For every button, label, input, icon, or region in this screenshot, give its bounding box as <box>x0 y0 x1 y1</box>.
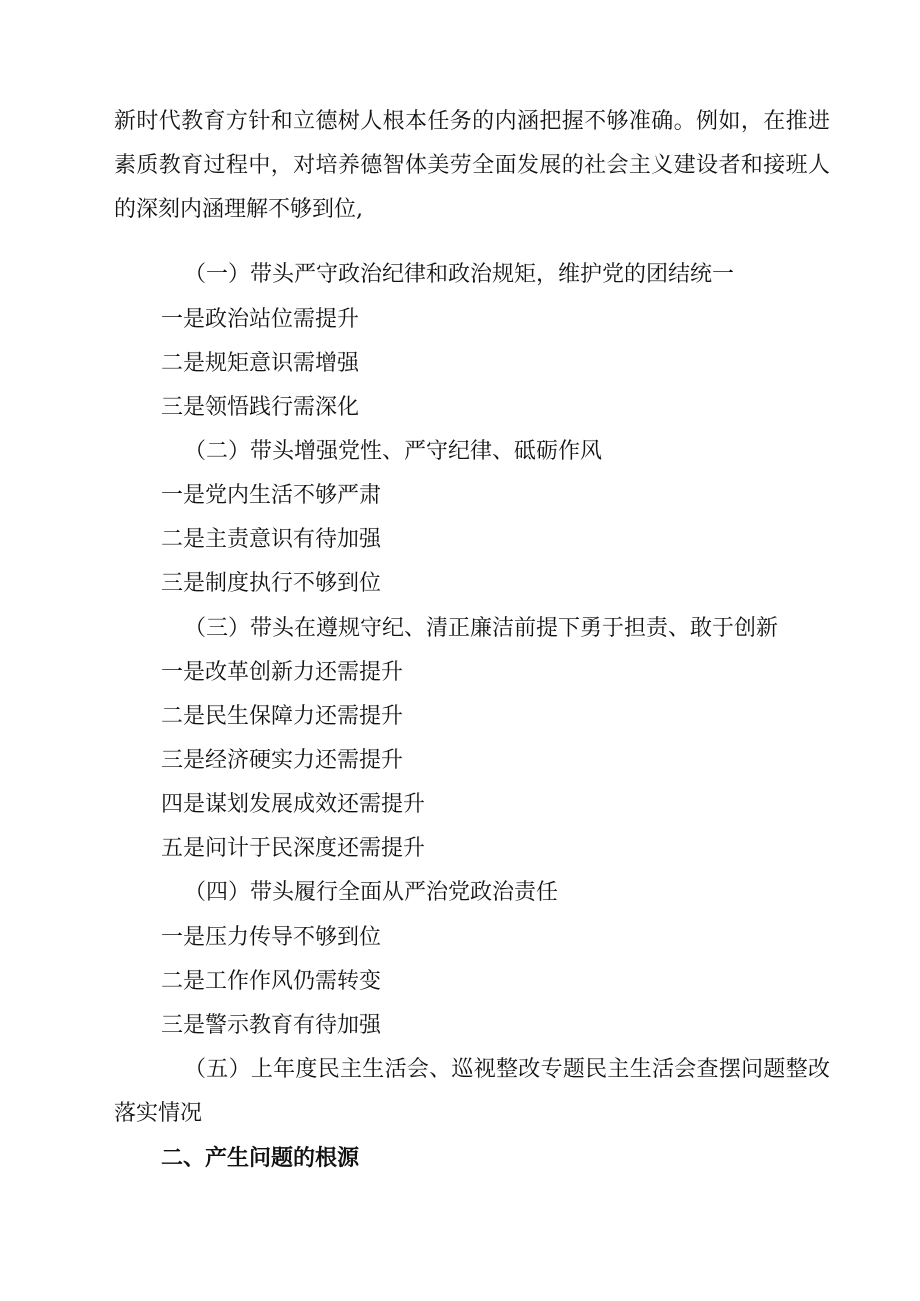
list-item: 三是领悟践行需深化 <box>161 395 360 420</box>
list-item: 一是压力传导不够到位 <box>161 925 382 950</box>
list-item: 二是规矩意识需增强 <box>161 351 360 376</box>
intro-paragraph: 新时代教育方针和立德树人根本任务的内涵把握不够准确。例如，在推进素质教育过程中，对培养德智体美劳全面发展的社会主义建设者和接班人的深刻内涵理解不够到位, <box>114 109 830 222</box>
list-item: 三是经济硬实力还需提升 <box>161 748 404 773</box>
list-item: 三是制度执行不够到位 <box>161 571 382 596</box>
section-title: 二、产生问题的根源 <box>161 1145 360 1171</box>
list-item: 一是政治站位需提升 <box>161 307 360 332</box>
list-item: 二是主责意识有待加强 <box>161 527 382 552</box>
section-heading-3: （三）带头在遵规守纪、清正廉洁前提下勇于担责、敢于创新 <box>184 616 779 641</box>
section-heading-5: （五）上年度民主生活会、巡视整改专题民主生活会查摆问题整改落实情况 <box>114 1057 830 1126</box>
list-item: 二是民生保障力还需提升 <box>161 704 404 729</box>
section-heading-2: （二）带头增强党性、严守纪律、砥砺作风 <box>184 439 603 464</box>
section-heading-4: （四）带头履行全面从严治党政治责任 <box>184 880 559 905</box>
list-item: 一是改革创新力还需提升 <box>161 660 404 685</box>
list-item: 四是谋划发展成效还需提升 <box>161 792 426 817</box>
list-item: 三是警示教育有待加强 <box>161 1013 382 1038</box>
list-item: 一是党内生活不够严肃 <box>161 483 382 508</box>
section-heading-1: （一）带头严守政治纪律和政治规矩，维护党的团结统一 <box>184 262 735 287</box>
list-item: 二是工作作风仍需转变 <box>161 969 382 994</box>
list-item: 五是问计于民深度还需提升 <box>161 836 426 861</box>
